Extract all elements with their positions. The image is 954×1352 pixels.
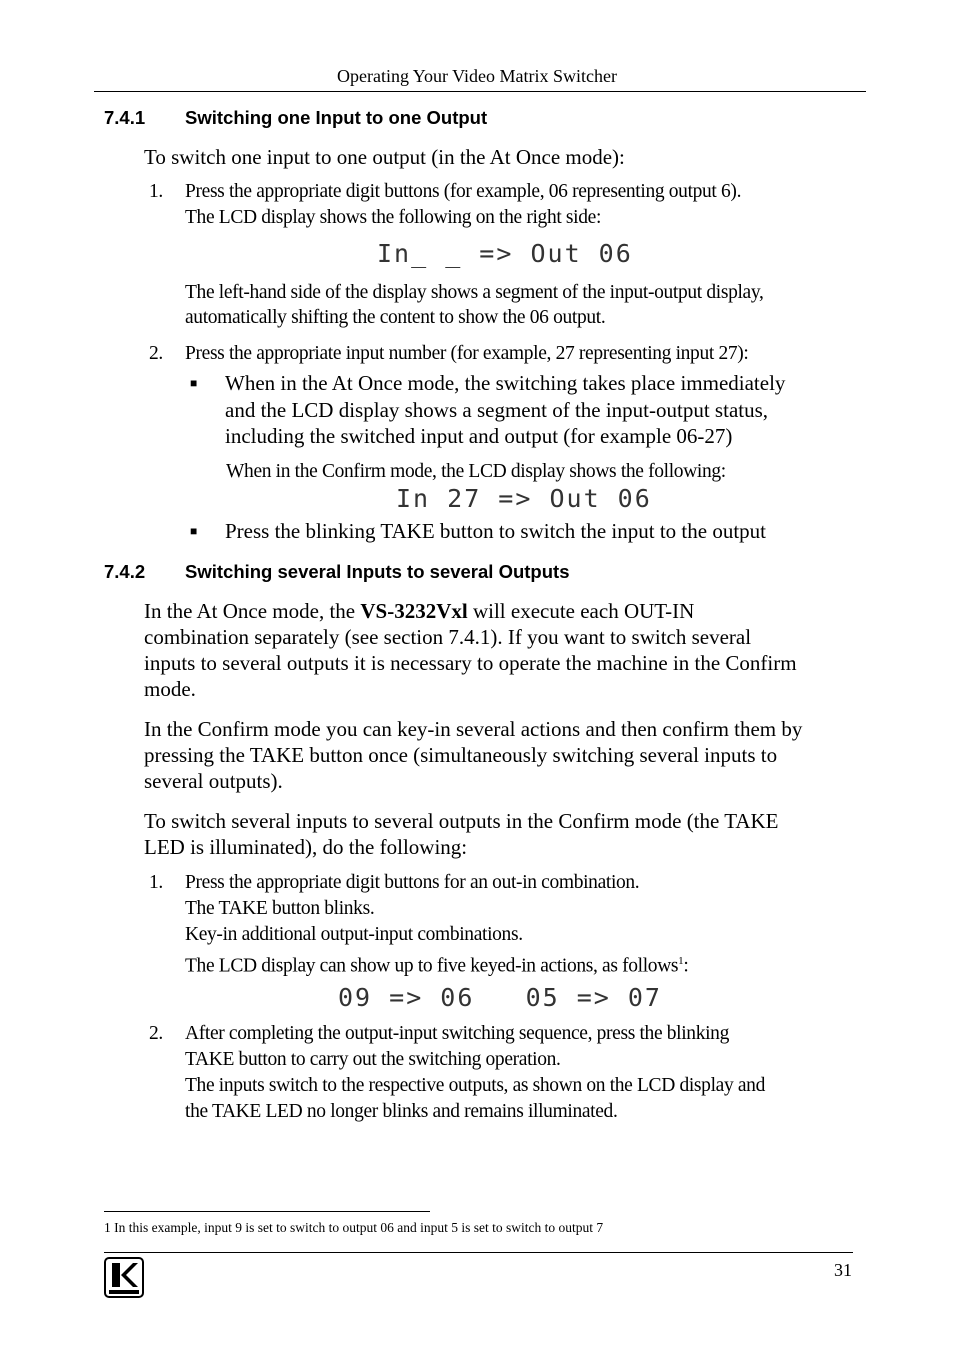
lcd-display-example: In_ _ => Out 06 [377,239,633,268]
paragraph-text: several outputs). [144,769,283,793]
bullet-text: and the LCD display shows a segment of the input-output status, [225,398,769,422]
list-item-text: The inputs switch to the respective outputs, as shown on the LCD display and [185,1075,765,1096]
paragraph-text: To switch several inputs to several outputs in the Confirm mode (the TAKE [144,809,779,833]
list-item-text: Press the appropriate input number (for example, 27 representing input 27): [185,343,749,364]
paragraph-text: pressing the TAKE button once (simultaneously switching several inputs to [144,743,778,767]
paragraph-text [144,598,694,624]
paragraph-text: mode. [144,677,196,701]
running-header: Operating Your Video Matrix Switcher [336,66,618,86]
section-intro: To switch one input to one output (in the At Once mode): [144,145,625,169]
bullet-text: When in the At Once mode, the switching takes place immediately [225,371,786,395]
list-number: 1. [149,872,163,893]
bullet-marker: ■ [190,376,198,390]
list-number: 2. [149,1023,163,1044]
section-number: 7.4.1 [104,107,146,128]
section-title: Switching several Inputs to several Outputs [185,561,570,582]
header-rule [94,91,866,92]
bullet-text: Press the blinking TAKE button to switch the input to the output [225,519,766,543]
footer-rule [104,1252,853,1253]
list-item-text: the TAKE LED no longer blinks and remains illuminated. [185,1101,618,1122]
list-item-text: The TAKE button blinks. [185,898,375,919]
section-number: 7.4.2 [104,561,146,582]
list-item-text: After completing the output-input switching sequence, press the blinking [185,1023,729,1044]
lcd-display-example: 09 => 06 05 => 07 [338,983,662,1012]
product-name: VS-3232Vxl [360,599,468,623]
list-item-text [185,948,688,980]
lcd-display-example: In 27 => Out 06 [396,484,652,513]
kramer-logo [104,1257,144,1298]
paragraph-text: The left-hand side of the display shows a segment of the input-output display, [185,282,764,303]
kramer-logo-icon [104,1257,144,1298]
paragraph-text: In the Confirm mode you can key-in several actions and then confirm them by [144,717,803,741]
list-item-text: Press the appropriate digit buttons for an out-in combination. [185,872,640,893]
bullet-text: including the switched input and output (for example 06-27) [225,424,733,448]
text-run: In the At Once mode, the [144,599,361,623]
paragraph-text: automatically shifting the content to show the 06 output. [185,307,606,328]
footnote: 1 In this example, input 9 is set to switch to output 06 and input 5 is set to switch to output 7 [104,1220,604,1235]
paragraph-text: inputs to several outputs it is necessary to operate the machine in the Confirm [144,651,797,675]
section-title: Switching one Input to one Output [185,107,488,128]
list-item-text: The LCD display shows the following on the right side: [185,207,602,228]
footnote-rule [104,1211,430,1212]
list-item-text: Press the appropriate digit buttons (for example, 06 representing output 6). [185,181,742,202]
paragraph-text: LED is illuminated), do the following: [144,835,468,859]
list-number: 2. [149,343,163,364]
bullet-marker: ■ [190,524,198,538]
page-number: 31 [834,1260,852,1280]
paragraph-text: combination separately (see section 7.4.1). If you want to switch several [144,625,752,649]
list-number: 1. [149,181,163,202]
list-item-text: TAKE button to carry out the switching operation. [185,1049,561,1070]
text-run: The LCD display can show up to five keyed-in actions, as follows [185,955,679,977]
paragraph-text: When in the Confirm mode, the LCD display shows the following: [226,461,726,482]
list-item-text: Key-in additional output-input combinations. [185,924,523,945]
footnote-ref[interactable]: 1 [678,955,684,967]
text-run: : [683,955,689,977]
text-run: will execute each OUT-IN [467,599,695,623]
